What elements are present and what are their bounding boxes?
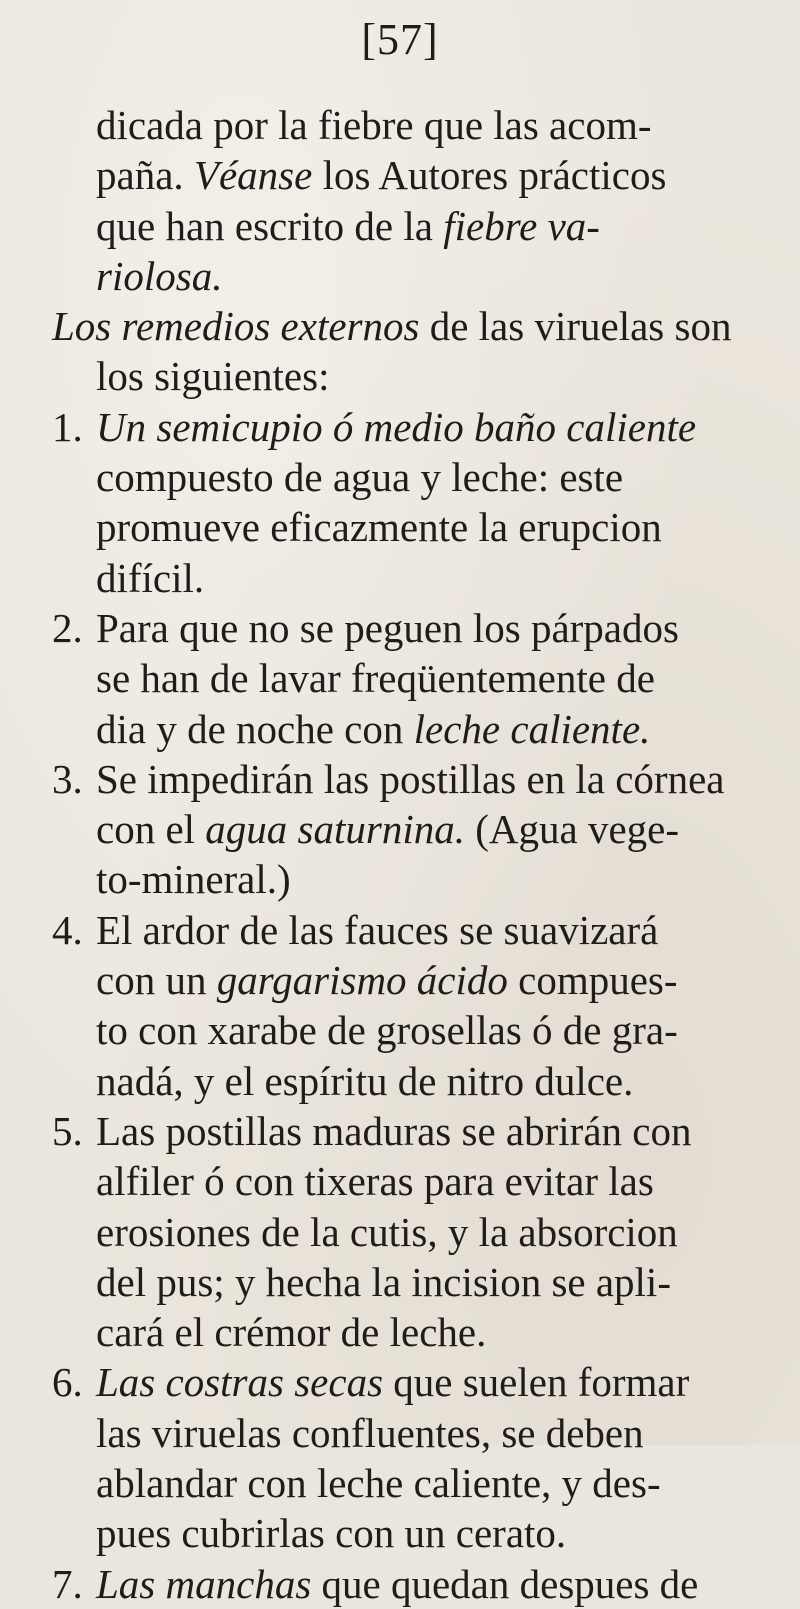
text-line: [52, 201, 792, 251]
item-number: 2.: [52, 604, 83, 651]
text-segment: cará el crémor de leche.: [96, 1309, 487, 1356]
text-segment: difícil.: [96, 554, 205, 601]
text-line: [52, 1005, 792, 1055]
item-number: 1.: [52, 403, 83, 450]
text-line: [52, 854, 792, 904]
italic-text: Las costras secas: [96, 1359, 384, 1406]
page-text: [52, 100, 792, 1609]
text-line: [52, 301, 792, 351]
text-segment: se han de lavar freqüentemente de: [96, 655, 655, 702]
text-segment: los siguientes:: [96, 353, 330, 400]
text-segment: dia y de noche con: [96, 705, 414, 752]
text-segment: alfiler ó con tixeras para evitar las: [96, 1158, 654, 1205]
italic-text: Véanse: [193, 152, 313, 199]
text-line: [52, 653, 792, 703]
italic-text: Un semicupio ó medio baño caliente: [96, 403, 697, 450]
text-segment: to con xarabe de grosellas ó de gra-: [96, 1007, 678, 1054]
text-line: [52, 1106, 792, 1156]
italic-text: fiebre va-: [443, 202, 600, 249]
text-segment: Las postillas maduras se abrirán con: [96, 1107, 692, 1154]
text-line: [52, 1257, 792, 1307]
text-line: [52, 402, 792, 452]
text-line: [52, 603, 792, 653]
text-segment: que quedan despues de: [311, 1560, 699, 1607]
text-line: [52, 251, 792, 301]
item-number: 6.: [52, 1359, 83, 1406]
text-segment: promueve eficazmente la erupcion: [96, 504, 662, 551]
text-segment: ablandar con leche caliente, y des-: [96, 1460, 661, 1507]
item-number: 5.: [52, 1107, 83, 1154]
text-line: [52, 704, 792, 754]
text-segment: de las viruelas son: [419, 303, 732, 350]
italic-text: riolosa.: [96, 252, 223, 299]
text-line: [52, 1056, 792, 1106]
text-segment: compues-: [507, 957, 678, 1004]
text-segment: paña.: [96, 152, 194, 199]
text-segment: dicada por la fiebre que las acom-: [96, 102, 652, 148]
text-line: [52, 1156, 792, 1206]
italic-text: leche caliente.: [413, 705, 651, 752]
text-line: [52, 1559, 792, 1609]
text-segment: las viruelas confluentes, se deben: [96, 1409, 644, 1456]
text-segment: que han escrito de la: [96, 202, 444, 249]
text-line: [52, 804, 792, 854]
text-segment: El ardor de las fauces se suavizará: [96, 906, 659, 953]
text-line: [52, 905, 792, 955]
text-segment: to-mineral.): [96, 856, 291, 903]
item-number: 7.: [52, 1560, 83, 1607]
text-segment: los Autores prácticos: [312, 152, 667, 199]
text-line: [52, 553, 792, 603]
italic-text: gargarismo ácido: [216, 957, 508, 1004]
text-line: [52, 1508, 792, 1558]
text-line: [52, 502, 792, 552]
text-segment: (Agua vege-: [465, 806, 680, 853]
item-number: 4.: [52, 906, 83, 953]
text-line: [52, 1357, 792, 1407]
text-line: [52, 1458, 792, 1508]
text-segment: erosiones de la cutis, y la absorcion: [96, 1208, 678, 1255]
text-line: [52, 452, 792, 502]
italic-text: Los remedios externos: [52, 303, 420, 350]
text-line: [52, 754, 792, 804]
text-segment: con el: [96, 806, 206, 853]
text-segment: con un: [96, 957, 217, 1004]
page-number: [57]: [361, 15, 439, 64]
text-segment: del pus; y hecha la incision se apli-: [96, 1258, 671, 1305]
text-line: [52, 150, 792, 200]
text-segment: compuesto de agua y leche: este: [96, 454, 624, 501]
text-segment: pues cubrirlas con un cerato.: [96, 1510, 567, 1557]
text-segment: Se impedirán las postillas en la córnea: [96, 755, 725, 802]
italic-text: Las manchas: [96, 1560, 312, 1607]
italic-text: agua saturnina.: [205, 806, 465, 853]
text-line: [52, 1408, 792, 1458]
text-line: [52, 1307, 792, 1357]
text-line: [52, 351, 792, 401]
text-segment: Para que no se peguen los párpados: [96, 604, 679, 651]
text-segment: nadá, y el espíritu de nitro dulce.: [96, 1057, 634, 1104]
text-line: [52, 955, 792, 1005]
text-segment: que suelen formar: [383, 1359, 690, 1406]
text-line: [52, 1207, 792, 1257]
text-line: [52, 100, 792, 150]
item-number: 3.: [52, 755, 83, 802]
